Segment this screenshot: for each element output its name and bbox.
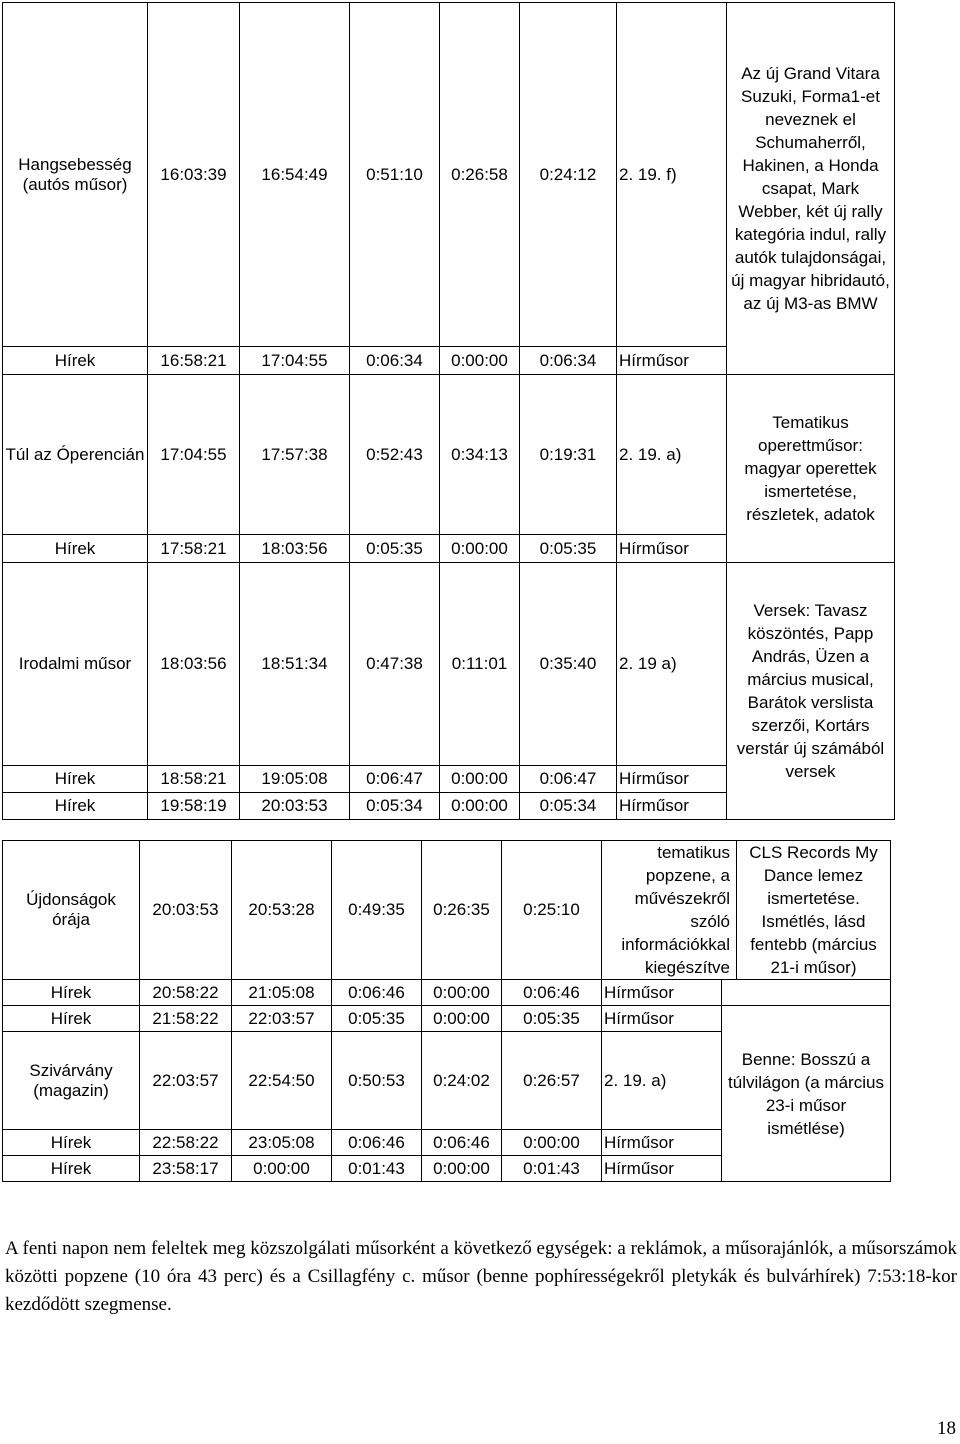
category: Hírműsor [617,793,727,820]
table-row [3,3,895,347]
program-name: Hírek [3,1156,140,1182]
time-col4: 0:00:00 [440,766,520,793]
end-time: 22:03:57 [232,1006,332,1032]
end-time: 22:54:50 [232,1032,332,1130]
start-time: 16:58:21 [148,347,240,375]
time-col4: 0:24:02 [422,1032,502,1130]
time-col5: 0:25:10 [502,841,602,980]
duration: 0:06:34 [350,347,440,375]
end-time: 20:03:53 [240,793,350,820]
category: Hírműsor [617,766,727,793]
category: 2. 19. f) [617,3,727,347]
end-time: 23:05:08 [232,1130,332,1156]
duration: 0:01:43 [332,1156,422,1182]
program-name: Hírek [3,980,140,1006]
category: Hírműsor [617,535,727,563]
end-time: 18:03:56 [240,535,350,563]
program-name: Hírek [3,793,148,820]
category: Hírműsor [602,1130,722,1156]
time-col4: 0:00:00 [440,347,520,375]
time-col5: 0:05:34 [520,793,617,820]
start-time: 16:03:39 [148,3,240,347]
time-col5: 0:06:46 [502,980,602,1006]
time-col4: 0:26:58 [440,3,520,347]
start-time: 22:58:22 [140,1130,232,1156]
time-col5: 0:00:00 [502,1130,602,1156]
start-time: 17:04:55 [148,375,240,535]
program-name: Hírek [3,1130,140,1156]
program-description: Versek: Tavasz köszöntés, Papp András, Üzen a március musical, Barátok verslista szerzői, Kortárs verstár új számából versek [727,563,895,820]
time-col4: 0:34:13 [440,375,520,535]
program-name: Hírek [3,535,148,563]
program-name: Újdonságok órája [3,841,140,980]
duration: 0:50:53 [332,1032,422,1130]
program-name: Hírek [3,347,148,375]
start-time: 21:58:22 [140,1006,232,1032]
time-col5: 0:26:57 [502,1032,602,1130]
program-name: Túl az Óperencián [3,375,148,535]
time-col5: 0:05:35 [502,1006,602,1032]
time-col5: 0:05:35 [520,535,617,563]
schedule-table-bottom [2,840,891,1182]
time-col4: 0:00:00 [440,793,520,820]
program-name: Szivárvány (magazin) [3,1032,140,1130]
table-row [3,841,891,980]
end-time: 17:57:38 [240,375,350,535]
category: 2. 19. a) [617,375,727,535]
duration: 0:52:43 [350,375,440,535]
start-time: 22:03:57 [140,1032,232,1130]
start-time: 23:58:17 [140,1156,232,1182]
category: Hírműsor [602,980,722,1006]
footer-paragraph: A fenti napon nem feleltek meg közszolgálati műsorként a következő egységek: a reklámok, a műsorajánlók, a műsorszámok közötti popzene (10 óra 43 perc) és a Csillagfény c. műsor (benne pophírességekről pletykák és bulvárhírek) 7:53:18-kor kezdődött szegmense. [5,1238,957,1315]
program-description: Az új Grand Vitara Suzuki, Forma1-et neveznek el Schumaherről, Hakinen, a Honda csapat, Mark Webber, két új rally kategória indul, rally autók tulajdonságai, új magyar hibridautó, az új M3-as BMW [727,3,895,375]
time-col5: 0:24:12 [520,3,617,347]
end-time: 16:54:49 [240,3,350,347]
start-time: 20:03:53 [140,841,232,980]
table-row [3,563,895,766]
time-col4: 0:11:01 [440,563,520,766]
schedule-table-top [2,2,895,820]
program-name: Hangsebesség (autós műsor) [3,3,148,347]
start-time: 20:58:22 [140,980,232,1006]
time-col4: 0:00:00 [440,535,520,563]
end-time: 0:00:00 [232,1156,332,1182]
table-row [3,980,891,1006]
table-row [3,1006,891,1032]
duration: 0:06:46 [332,980,422,1006]
end-time: 18:51:34 [240,563,350,766]
time-col5: 0:35:40 [520,563,617,766]
category: Hírműsor [602,1006,722,1032]
program-description: Tematikus operettműsor: magyar operettek ismertetése, részletek, adatok [727,375,895,563]
start-time: 18:03:56 [148,563,240,766]
duration: 0:49:35 [332,841,422,980]
time-col5: 0:19:31 [520,375,617,535]
time-col4: 0:00:00 [422,1156,502,1182]
program-description: CLS Records My Dance lemez ismertetése. Ismétlés, lásd fentebb (március 21-i műsor) [736,841,890,979]
end-time: 19:05:08 [240,766,350,793]
program-description: Benne: Bosszú a túlvilágon (a március 23-i műsor ismétlése) [722,1006,891,1182]
category: 2. 19. a) [602,1032,722,1130]
category: Hírműsor [602,1156,722,1182]
time-col5: 0:01:43 [502,1156,602,1182]
duration: 0:47:38 [350,563,440,766]
duration: 0:05:35 [350,535,440,563]
program-name: Irodalmi műsor [3,563,148,766]
duration: 0:06:46 [332,1130,422,1156]
duration: 0:05:35 [332,1006,422,1032]
duration: 0:05:34 [350,793,440,820]
time-col5: 0:06:34 [520,347,617,375]
category: Hírműsor [617,347,727,375]
category-and-description-cell [602,841,891,980]
duration: 0:51:10 [350,3,440,347]
time-col4: 0:26:35 [422,841,502,980]
program-name: Hírek [3,1006,140,1032]
end-time: 20:53:28 [232,841,332,980]
time-col4: 0:00:00 [422,1006,502,1032]
start-time: 17:58:21 [148,535,240,563]
start-time: 18:58:21 [148,766,240,793]
time-col4: 0:00:00 [422,980,502,1006]
start-time: 19:58:19 [148,793,240,820]
time-col5: 0:06:47 [520,766,617,793]
empty-cell [722,980,891,1006]
duration: 0:06:47 [350,766,440,793]
category: tematikus popzene, a művészekről szóló információkkal kiegészítve [621,843,730,977]
end-time: 17:04:55 [240,347,350,375]
time-col4: 0:06:46 [422,1130,502,1156]
page-number: 18 [937,1418,956,1439]
table-row [3,375,895,535]
program-name: Hírek [3,766,148,793]
end-time: 21:05:08 [232,980,332,1006]
category: 2. 19 a) [617,563,727,766]
